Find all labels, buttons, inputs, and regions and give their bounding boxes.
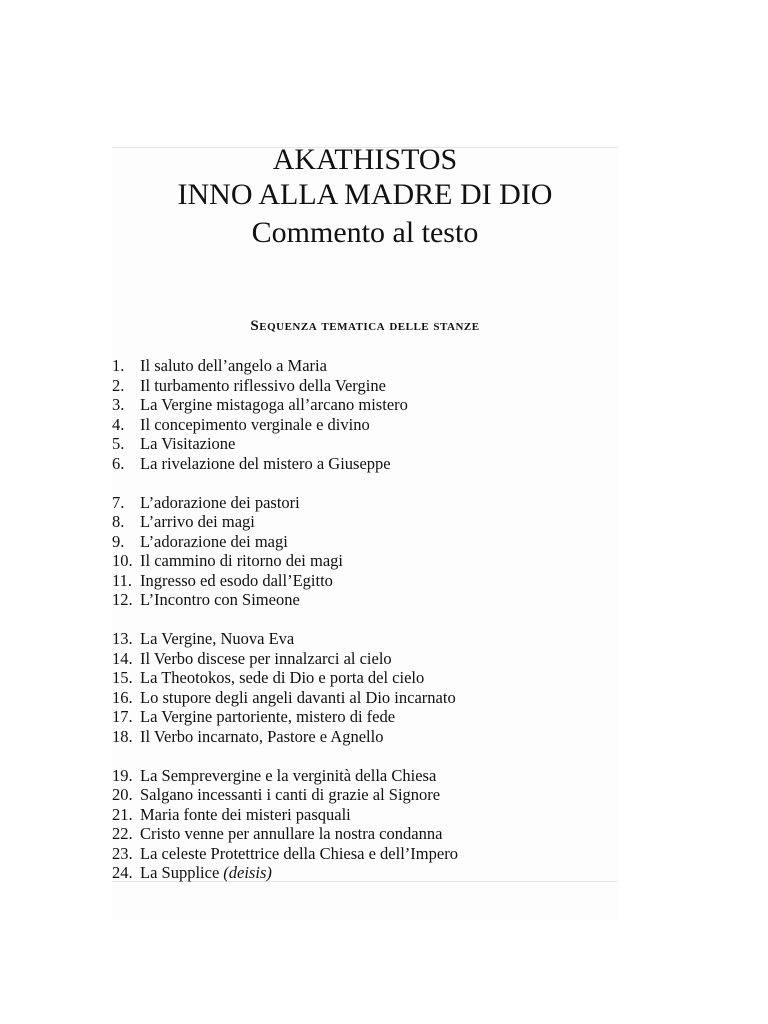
list-item — [112, 629, 582, 649]
list-item-text: La rivelazione del mistero a Giuseppe — [140, 453, 391, 473]
list-item — [112, 727, 582, 747]
list-item-number: 19. — [112, 765, 133, 785]
list-item-text: Il Verbo discese per innalzarci al cielo — [140, 648, 392, 668]
list-item — [112, 512, 582, 532]
list-item-number: 17. — [112, 707, 133, 726]
list-item — [112, 395, 582, 415]
list-item-number: 15. — [112, 668, 133, 687]
list-item — [112, 668, 582, 688]
list-item — [112, 863, 582, 883]
list-item — [112, 551, 582, 571]
list-item-text: La Supplice — [140, 863, 220, 882]
list-item-text: La Vergine mistagoga all’arcano mistero — [140, 395, 408, 414]
list-item-text: Cristo venne per annullare la nostra condanna — [140, 824, 443, 843]
list-item-text: Maria fonte dei misteri pasquali — [140, 804, 351, 824]
list-item-text: Lo stupore degli angeli davanti al Dio incarnato — [140, 687, 456, 707]
title-line-1: AKATHISTOS — [272, 143, 458, 176]
list-item-number: 16. — [112, 687, 133, 707]
list-item-number: 8. — [112, 512, 125, 531]
list-item-number: 10. — [112, 551, 133, 570]
list-item — [112, 415, 582, 435]
list-item-number: 12. — [112, 590, 133, 609]
stanza-group — [112, 493, 582, 610]
stanza-group — [112, 629, 582, 746]
list-item — [112, 356, 582, 376]
list-item-number: 22. — [112, 824, 133, 843]
list-item-text: Il turbamento riflessivo della Vergine — [140, 375, 386, 395]
list-item-text: La celeste Protettrice della Chiesa e dell’Impero — [140, 843, 458, 863]
list-item-number: 1. — [112, 356, 125, 375]
list-item-text: Il saluto dell’angelo a Maria — [140, 356, 327, 375]
list-item-text: L’arrivo dei magi — [140, 512, 255, 531]
list-item-text: L’Incontro con Simeone — [140, 590, 300, 609]
list-item-number: 4. — [112, 414, 125, 434]
section-heading: Sequenza tematica delle stanze — [250, 318, 480, 334]
title-line-2: INNO ALLA MADRE DI DIO — [177, 178, 553, 211]
list-item-text: La Vergine partoriente, mistero di fede — [140, 707, 396, 726]
stanza-group — [112, 766, 582, 883]
list-item-number: 13. — [112, 629, 133, 648]
list-item — [112, 766, 582, 786]
list-item-number: 14. — [112, 648, 133, 668]
list-item-number: 3. — [112, 395, 125, 414]
list-item-number: 5. — [112, 434, 125, 453]
stanza-group — [112, 356, 582, 473]
list-item-number: 23. — [112, 843, 133, 863]
list-item — [112, 532, 582, 552]
list-item-note: (deisis) — [223, 863, 272, 882]
list-item-text: La Vergine, Nuova Eva — [140, 629, 295, 648]
list-item-number: 6. — [112, 453, 125, 473]
list-item-text: Salgano incessanti i canti di grazie al Signore — [140, 785, 441, 804]
list-item-number: 11. — [112, 570, 133, 590]
list-item — [112, 649, 582, 669]
list-item-text: L’adorazione dei pastori — [140, 492, 300, 512]
list-item — [112, 590, 582, 610]
list-item — [112, 785, 582, 805]
list-item-text: Ingresso ed esodo dall’Egitto — [140, 570, 333, 590]
list-item-number: 20. — [112, 785, 133, 804]
list-item — [112, 844, 582, 864]
list-item-number: 7. — [112, 492, 125, 512]
list-item-number: 21. — [112, 804, 133, 824]
list-item — [112, 493, 582, 513]
list-item-text: L’adorazione dei magi — [140, 531, 288, 551]
list-item — [112, 434, 582, 454]
list-item-number: 24. — [112, 863, 133, 882]
list-item — [112, 454, 582, 474]
list-item-text: La Visitazione — [140, 434, 236, 453]
list-item-number: 2. — [112, 375, 125, 395]
list-item-text: Il Verbo incarnato, Pastore e Agnello — [140, 726, 384, 746]
stanza-list — [112, 356, 582, 902]
list-item — [112, 824, 582, 844]
list-item-number: 9. — [112, 531, 125, 551]
list-item-text: La Semprevergine e la verginità della Chiesa — [140, 765, 437, 785]
list-item — [112, 571, 582, 591]
list-item — [112, 707, 582, 727]
list-item — [112, 805, 582, 825]
list-item-text: Il concepimento verginale e divino — [140, 414, 370, 434]
list-item-text: Il cammino di ritorno dei magi — [140, 551, 343, 570]
list-item — [112, 376, 582, 396]
subtitle-line: Commento al testo — [251, 216, 479, 249]
list-item — [112, 688, 582, 708]
list-item-number: 18. — [112, 726, 133, 746]
list-item-text: La Theotokos, sede di Dio e porta del cielo — [140, 668, 425, 687]
